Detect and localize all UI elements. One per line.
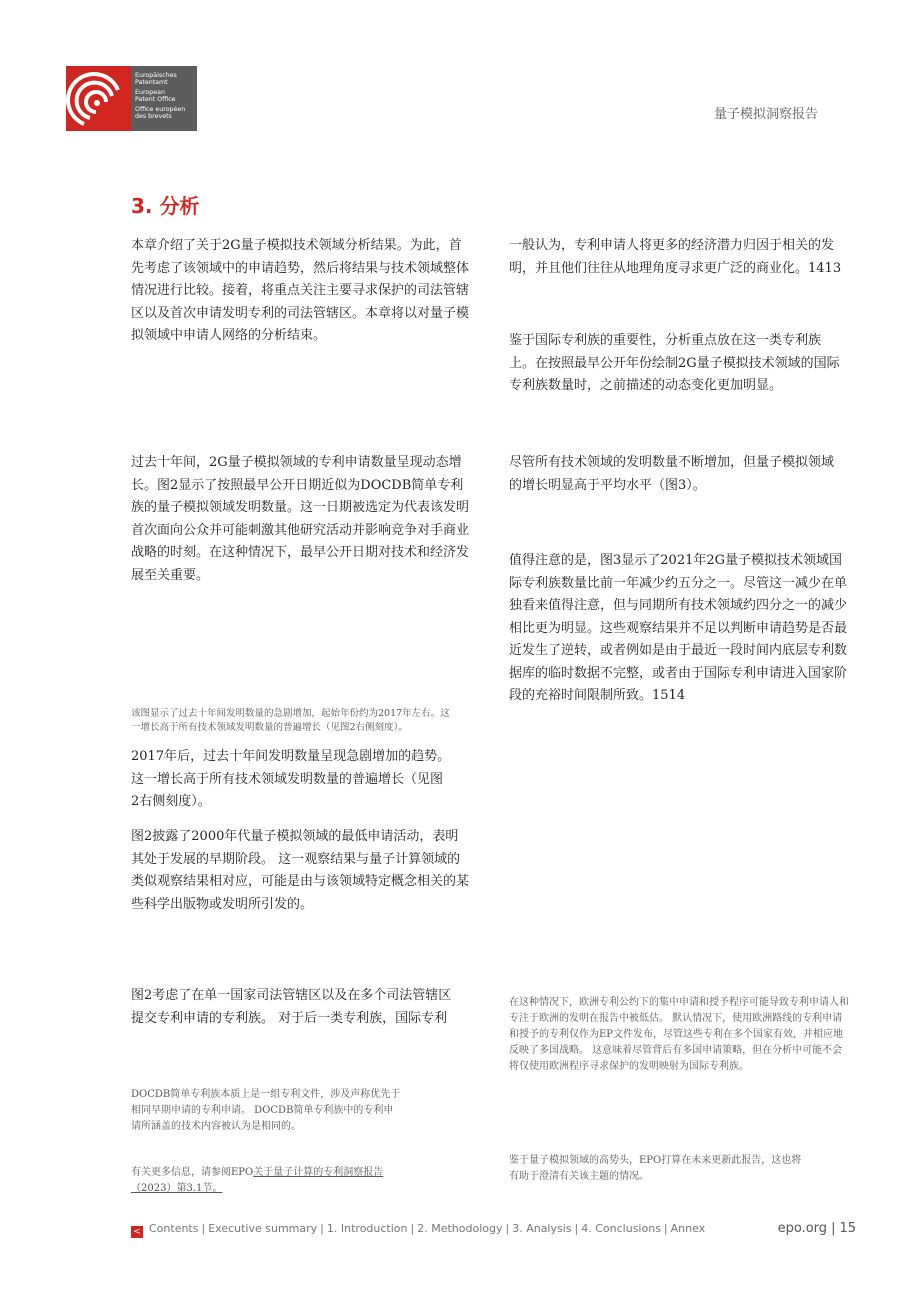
figure-caption: 该图显示了过去十年间发明数量的急剧增加，起始年份约为2017年左右。这一增长高于所有技术领域发明数量的普遍增长（见图2右侧刻度）。 xyxy=(131,708,450,733)
back-arrow-icon[interactable]: < xyxy=(131,1226,143,1238)
footer-navigation: < Contents | Executive summary | 1. Introduction | 2. Methodology | 3. Analysis | 4. Conclusions | Annex xyxy=(131,1222,705,1238)
left-paragraph-3: 2017年后，过去十年间发明数量呈现急剧增加的趋势。这一增长高于所有技术领域发明数量的普遍增长（见图2右侧刻度）。 xyxy=(131,749,451,809)
footnote-docdb: DOCDB简单专利族本质上是一组专利文件，涉及声称优先于相同早期申请的专利申请。 DOCDB简单专利族中的专利申请所涵盖的技术内容被认为是相同的。 xyxy=(131,1089,401,1132)
logo-line: Patentamt xyxy=(135,79,168,87)
epo-logo xyxy=(66,66,197,131)
nav-conclusions[interactable]: 4. Conclusions xyxy=(581,1222,661,1235)
nav-methodology[interactable]: 2. Methodology xyxy=(417,1222,503,1235)
left-paragraph-1: 本章介绍了关于2G量子模拟技术领域分析结果。为此，首先考虑了该领域中的申请趋势，然后将结果与技术领域整体情况进行比较。接着，将重点关注主要寻求保护的司法管辖区以及首次申请发明专利的司法管辖区。本章将以对量子模拟领域中申请人网络的分析结束。 xyxy=(131,238,470,343)
nav-executive-summary[interactable]: Executive summary xyxy=(208,1222,318,1235)
page-number: 15 xyxy=(839,1221,856,1236)
logo-line: Office européen xyxy=(135,105,186,113)
footnote-reference-prefix: 有关更多信息，请参阅EPO xyxy=(131,1167,254,1178)
section-heading: 3. 分析 xyxy=(131,194,200,218)
left-paragraph-2: 过去十年间，2G量子模拟领域的专利申请数量呈现动态增长。图2显示了按照最早公开日期近似为DOCDB简单专利族的量子模拟领域发明数量。这一日期被选定为代表该发明首次面向公众并可能刺激其他研究活动并影响竞争对手商业战略的时刻。在这种情况下，最早公开日期对技术和经济发展至关重要。 xyxy=(131,455,470,583)
epo-logo-text xyxy=(131,66,197,131)
epo-logo-icon xyxy=(66,66,131,131)
left-paragraph-5: 图2考虑了在单一国家司法管辖区以及在多个司法管辖区提交专利申请的专利族。 对于后一类专利族，国际专利 xyxy=(131,988,452,1026)
nav-analysis[interactable]: 3. Analysis xyxy=(512,1222,572,1235)
footer-page-info: epo.org | 15 xyxy=(777,1221,856,1236)
report-link-suffix: （2023）第3.1节。 xyxy=(131,1183,223,1194)
right-paragraph-1: 一般认为，专利申请人将更多的经济潜力归因于相关的发明，并且他们往往从地理角度寻求更广泛的商业化。1413 xyxy=(509,238,842,276)
nav-introduction[interactable]: 1. Introduction xyxy=(326,1222,408,1235)
logo-line: des brevets xyxy=(135,113,172,121)
footnote-update-note: 鉴于量子模拟领域的高势头，EPO打算在未来更新此报告，这也将有助于澄清有关该主题的情况。 xyxy=(509,1155,802,1182)
left-paragraph-4: 图2披露了2000年代量子模拟领域的最低申请活动，表明其处于发展的早期阶段。 这一观察结果与量子计算领域的类似观察结果相对应，可能是由与该领域特定概念相关的某些科学出版物或发明所引发的。 xyxy=(131,829,470,912)
logo-line: Europäisches xyxy=(135,72,177,79)
footnote-reference xyxy=(131,1165,403,1197)
logo-line: Patent Office xyxy=(135,96,176,104)
right-paragraph-2: 鉴于国际专利族的重要性，分析重点放在这一类专利族上。在按照最早公开年份绘制2G量子模拟技术领域的国际专利族数量时，之前描述的动态变化更加明显。 xyxy=(509,333,840,393)
nav-annex[interactable]: Annex xyxy=(670,1222,706,1235)
right-paragraph-3: 尽管所有技术领域的发明数量不断增加，但量子模拟领域的增长明显高于平均水平（图3）。 xyxy=(509,455,835,493)
report-link[interactable]: 关于量子计算的专利洞察报告 xyxy=(253,1167,384,1178)
report-title: 量子模拟洞察报告 xyxy=(713,107,818,122)
epo-logo-mark xyxy=(66,66,131,131)
right-paragraph-4: 值得注意的是，图3显示了2021年2G量子模拟技术领域国际专利族数量比前一年减少约五分之一。尽管这一减少在单独看来值得注意，但与同期所有技术领域约四分之一的减少相比更为明显。这些观察结果并不足以判断申请趋势是否最近发生了逆转，或者例如是由于最近一段时间内底层专利数据库的临时数据不完整，或者由于国际专利申请进入国家阶段的充裕时间限制所致。1514 xyxy=(509,553,848,703)
site-link[interactable]: epo.org xyxy=(777,1221,828,1236)
footnote-european-route: 在这种情况下，欧洲专利公约下的集中申请和授予程序可能导致专利申请人和专注于欧洲的发明在报告中被低估。 默认情况下，使用欧洲路线的专利申请和授予的专利仅作为EP文件发布，尽管这些专利在多个国家有效，并相应地反映了多国战略。 这意味着尽管背后有多国申请策略，但在分析中可能不会将仅使用欧洲程序寻求保护的发明映射为国际专利族。 xyxy=(509,997,849,1072)
logo-line: European xyxy=(135,88,165,96)
nav-contents[interactable]: Contents xyxy=(149,1222,199,1235)
